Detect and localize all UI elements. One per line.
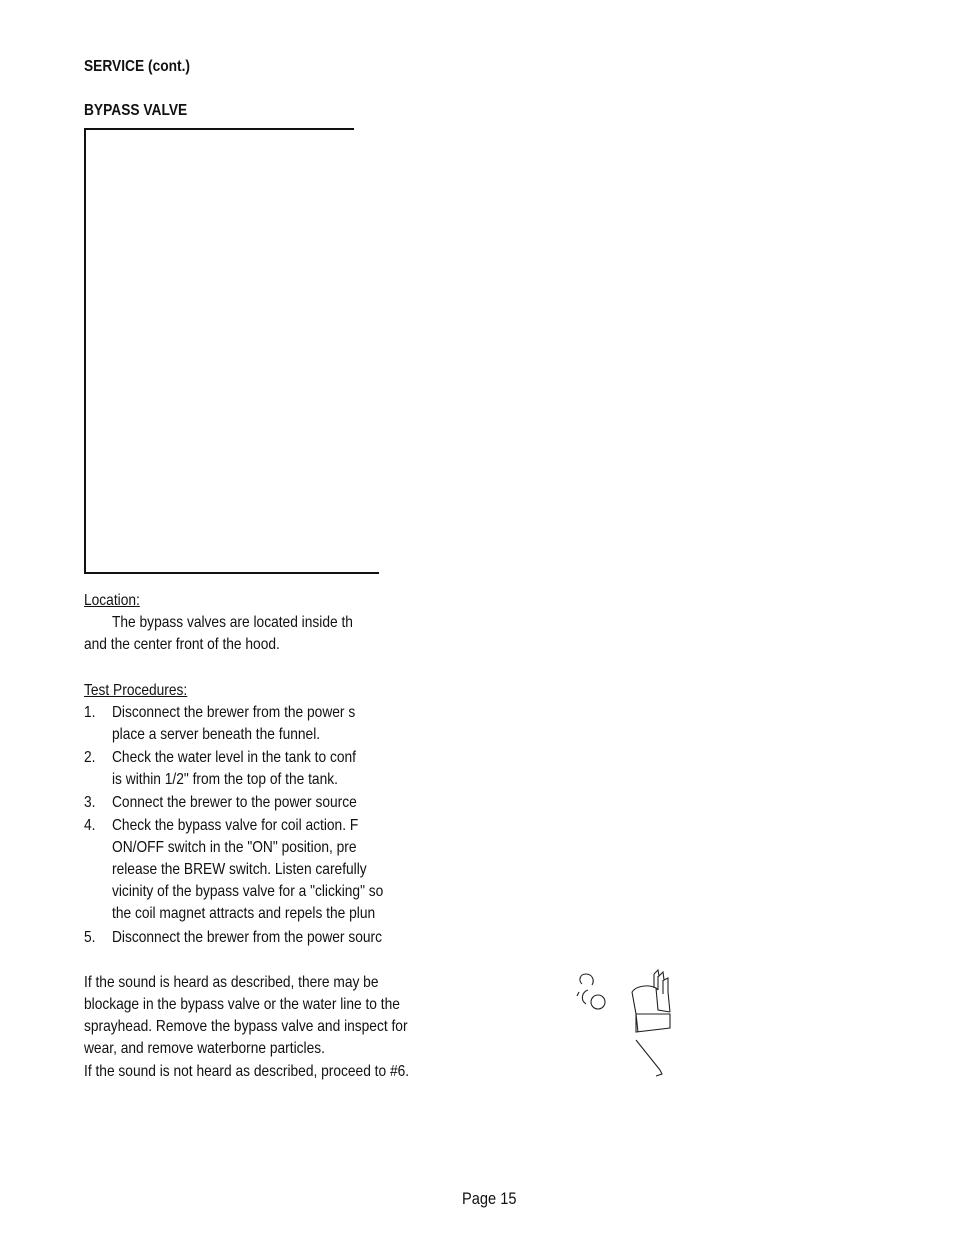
procedure-text: place a server beneath the funnel. <box>112 726 321 743</box>
procedure-number: 3. <box>84 794 96 811</box>
figure-frame <box>84 129 86 573</box>
bypass-valve-diagram-icon <box>570 962 680 1082</box>
result-paragraph <box>84 972 474 1086</box>
result-line: wear, and remove waterborne particles. <box>84 1040 325 1057</box>
procedure-text: ON/OFF switch in the "ON" position, pre <box>112 839 357 856</box>
procedure-text: release the BREW switch. Listen carefully <box>112 861 367 878</box>
procedure-item-2 <box>84 747 400 793</box>
procedure-text: the coil magnet attracts and repels the plun <box>112 905 376 922</box>
procedure-number: 4. <box>84 817 96 834</box>
procedure-item-1 <box>84 702 396 748</box>
result-line: If the sound is not heard as described, proceed to #6. <box>84 1063 410 1080</box>
page-title: BYPASS VALVE <box>84 102 188 119</box>
procedure-text: Disconnect the brewer from the power sourc <box>112 929 382 946</box>
procedure-item-5 <box>84 927 440 951</box>
procedure-text: Check the water level in the tank to conf <box>112 749 356 766</box>
procedure-text: Connect the brewer to the power source <box>112 794 357 811</box>
procedure-item-4 <box>84 815 440 929</box>
result-line: sprayhead. Remove the bypass valve and inspect for <box>84 1018 408 1035</box>
procedure-text: Disconnect the brewer from the power s <box>112 704 356 721</box>
procedure-number: 1. <box>84 704 96 721</box>
procedure-text: is within 1/2" from the top of the tank. <box>112 771 338 788</box>
result-line: blockage in the bypass valve or the water line to the <box>84 996 400 1013</box>
result-line: If the sound is heard as described, there may be <box>84 974 379 991</box>
procedure-text: vicinity of the bypass valve for a "clicking" so <box>112 883 384 900</box>
procedure-number: 2. <box>84 749 96 766</box>
procedure-item-3 <box>84 792 408 816</box>
location-line-1: The bypass valves are located inside th <box>112 614 353 631</box>
procedure-number: 5. <box>84 929 96 946</box>
page-number: Page 15 <box>462 1189 517 1208</box>
location-line-2: and the center front of the hood. <box>84 636 280 653</box>
figure-bottom-rule <box>84 572 379 574</box>
location-heading: Location: <box>84 592 140 609</box>
procedures-heading: Test Procedures: <box>84 682 188 699</box>
section-heading: SERVICE (cont.) <box>84 58 191 75</box>
figure-top-rule <box>84 128 354 130</box>
procedure-text: Check the bypass valve for coil action. F <box>112 817 359 834</box>
